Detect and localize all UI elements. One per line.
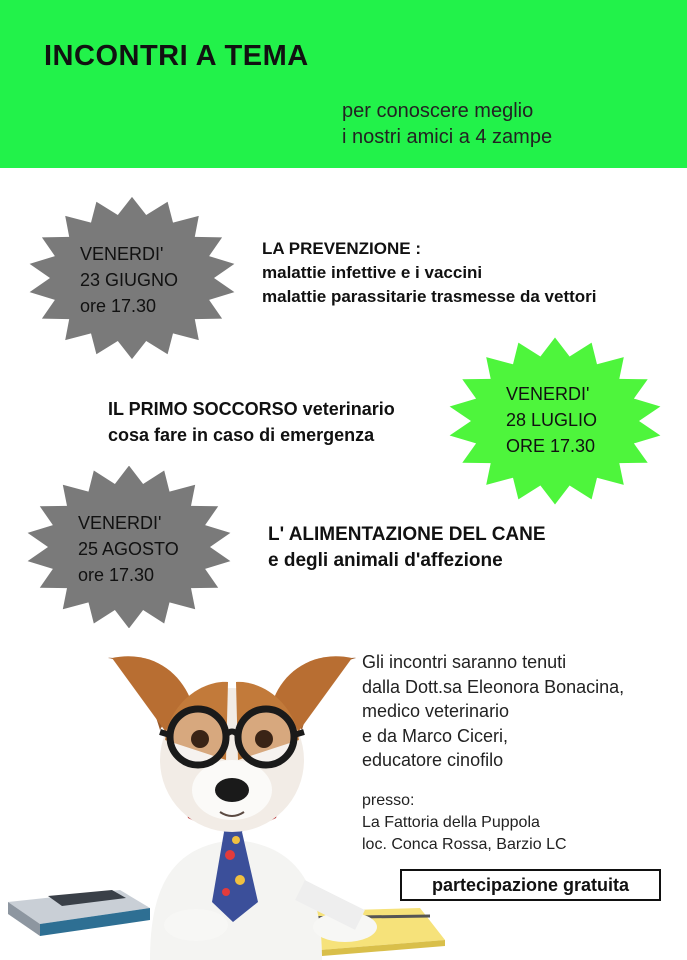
topic-heading: LA PREVENZIONE :: [262, 239, 421, 258]
event-time: ore 17.30: [78, 565, 155, 585]
calculator-icon: [8, 890, 150, 936]
event-time: ore 17.30: [80, 296, 157, 316]
topic-heading: L' ALIMENTAZIONE DEL CANE: [268, 524, 546, 545]
info-line: Gli incontri saranno tenuti: [362, 652, 567, 672]
event-time: ORE 17.30: [506, 436, 596, 456]
topic-line: malattie parassitarie trasmesse da vettori: [262, 287, 597, 306]
date-burst-3: [26, 466, 232, 628]
event-date: 25 AGOSTO: [78, 539, 179, 559]
topic-line: cosa fare in caso di emergenza: [108, 425, 375, 445]
location-label: presso:: [362, 792, 415, 809]
info-line: e da Marco Ciceri,: [362, 725, 509, 746]
date-burst-1: [28, 197, 236, 359]
location-info: [362, 790, 567, 856]
event-date: 28 LUGLIO: [506, 410, 598, 430]
event-day: VENERDI': [80, 244, 164, 264]
event-topic-1: [262, 237, 597, 309]
topic-heading: IL PRIMO SOCCORSO veterinario: [108, 399, 395, 419]
topic-line: e degli animali d'affezione: [268, 550, 503, 571]
subtitle-line: per conoscere meglio: [342, 100, 534, 122]
page-title: INCONTRI A TEMA: [44, 40, 309, 72]
free-participation-badge: partecipazione gratuita: [400, 869, 661, 901]
topic-line: malattie infettive e i vaccini: [262, 263, 483, 282]
subtitle: [342, 98, 552, 150]
event-topic-2: [108, 396, 395, 448]
subtitle-line: i nostri amici a 4 zampe: [342, 126, 553, 148]
date-burst-2: [448, 337, 662, 505]
info-line: medico veterinario: [362, 701, 510, 721]
header-banner: [0, 0, 687, 168]
event-date: 23 GIUGNO: [80, 270, 179, 290]
event-topic-3: [268, 522, 546, 574]
location-place: La Fattoria della Puppola: [362, 814, 540, 831]
event-day: VENERDI': [506, 384, 590, 404]
location-address: loc. Conca Rossa, Barzio LC: [362, 836, 567, 853]
info-line: educatore cinofilo: [362, 750, 504, 770]
event-day: VENERDI': [78, 513, 162, 533]
speakers-info: [362, 650, 624, 773]
info-line: dalla Dott.sa Eleonora Bonacina,: [362, 676, 625, 697]
